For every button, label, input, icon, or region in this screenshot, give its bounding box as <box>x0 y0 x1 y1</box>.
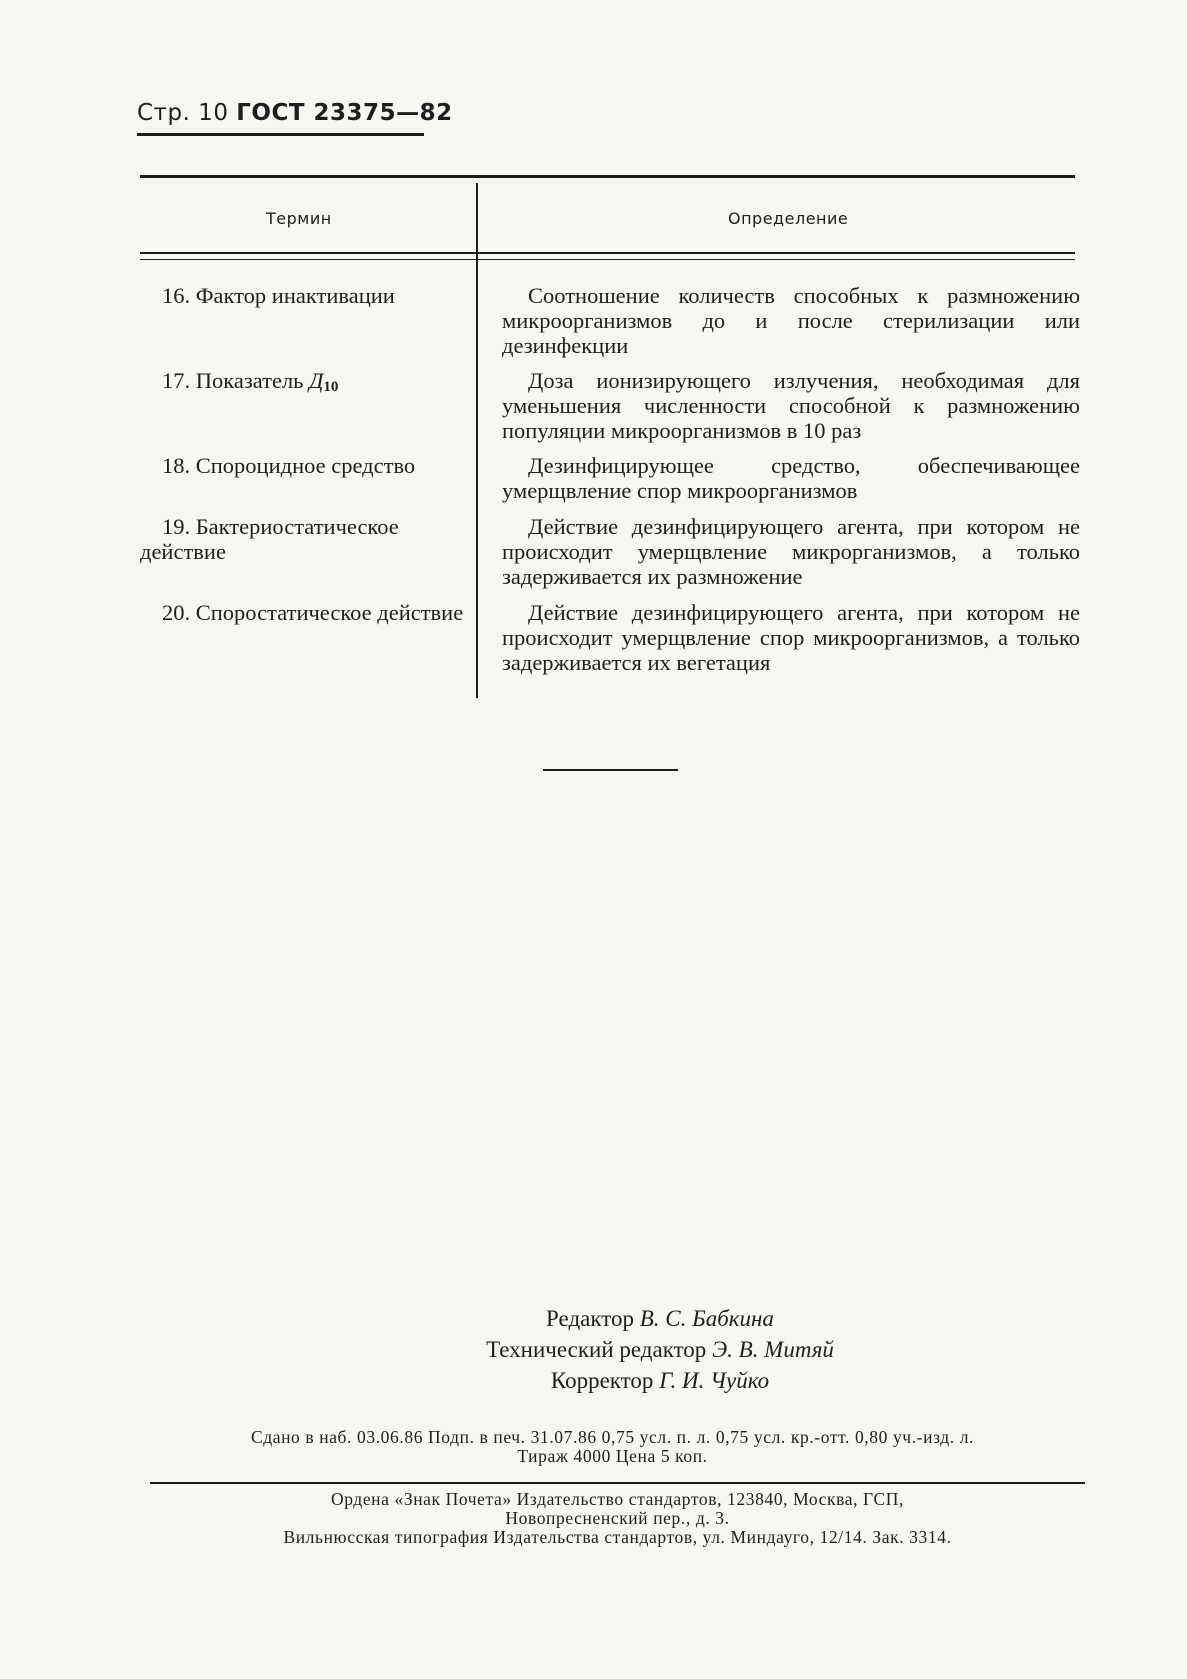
term-17-subscript: 10 <box>323 379 339 395</box>
end-rule <box>543 769 678 771</box>
tech-editor-line <box>380 1334 940 1365</box>
definition-19: Действие дезинфицирующего агента, при котором не происходит умерщвление микрорганизмов, а только задерживается их размножение <box>502 514 1080 589</box>
publication-info <box>140 1428 1085 1466</box>
header-rule-double <box>140 252 1075 254</box>
header-rule-double-second <box>140 259 1075 260</box>
tech-editor-name: Э. В. Митяй <box>712 1337 834 1362</box>
term-18: 18. Спороцидное средство <box>162 453 416 478</box>
corrector-line <box>380 1365 940 1396</box>
term-17-symbol-letter: Д <box>309 368 324 393</box>
column-divider <box>476 183 478 698</box>
definition-17: Доза ионизирующего излучения, необходимая для уменьшения численности способной к размножению популяции микроорганизмов в 10 раз <box>502 368 1080 443</box>
column-header-term: Термин <box>266 209 332 228</box>
table-top-rule <box>140 175 1075 178</box>
term-17-prefix: 17. Показатель <box>162 368 310 393</box>
page-header <box>137 100 453 126</box>
publisher-address: Новопресненский пер., д. 3. <box>505 1508 730 1528</box>
term-19: 19. Бактериостатическое действие <box>140 514 399 564</box>
editor-role: Редактор <box>546 1306 634 1331</box>
definition-16: Соотношение количеств способных к размножению микроорганизмов до и после стерилизации или дезинфекции <box>502 283 1080 358</box>
tech-editor-role: Технический редактор <box>486 1337 707 1362</box>
definition-20: Действие дезинфицирующего агента, при котором не происходит умерщвление спор микроорганизмов, а только задерживается их вегетация <box>502 600 1080 675</box>
term-20: 20. Споростатическое действие <box>162 600 464 625</box>
page-number: Стр. 10 <box>137 100 229 126</box>
publisher-line: Ордена «Знак Почета» Издательство стандартов, 123840, Москва, ГСП, <box>330 1489 905 1509</box>
editor-name: В. С. Бабкина <box>639 1306 774 1331</box>
corrector-role: Корректор <box>550 1368 654 1393</box>
definition-18: Дезинфицирующее средство, обеспечивающее умерщвление спор микроорганизмов <box>502 453 1080 503</box>
standard-code: ГОСТ 23375—82 <box>236 100 453 126</box>
column-header-definition: Определение <box>728 209 849 228</box>
credits <box>380 1303 940 1396</box>
header-rule <box>137 133 424 136</box>
corrector-name: Г. И. Чуйко <box>659 1368 770 1393</box>
term-16: 16. Фактор инактивации <box>162 283 395 308</box>
publication-line-2: Тираж 4000 Цена 5 коп. <box>517 1446 708 1466</box>
publication-rule <box>150 1482 1085 1484</box>
printer-line: Вильнюсская типография Издательства стандартов, ул. Миндауго, 12/14. Зак. 3314. <box>283 1527 952 1547</box>
printing-info <box>150 1490 1085 1547</box>
editor-line <box>380 1303 940 1334</box>
term-17-symbol <box>309 368 338 393</box>
term-17 <box>140 368 470 400</box>
publication-line-1: Сдано в наб. 03.06.86 Подп. в печ. 31.07.86 0,75 усл. п. л. 0,75 усл. кр.-отт. 0,80 уч.-изд. л. <box>250 1427 975 1447</box>
